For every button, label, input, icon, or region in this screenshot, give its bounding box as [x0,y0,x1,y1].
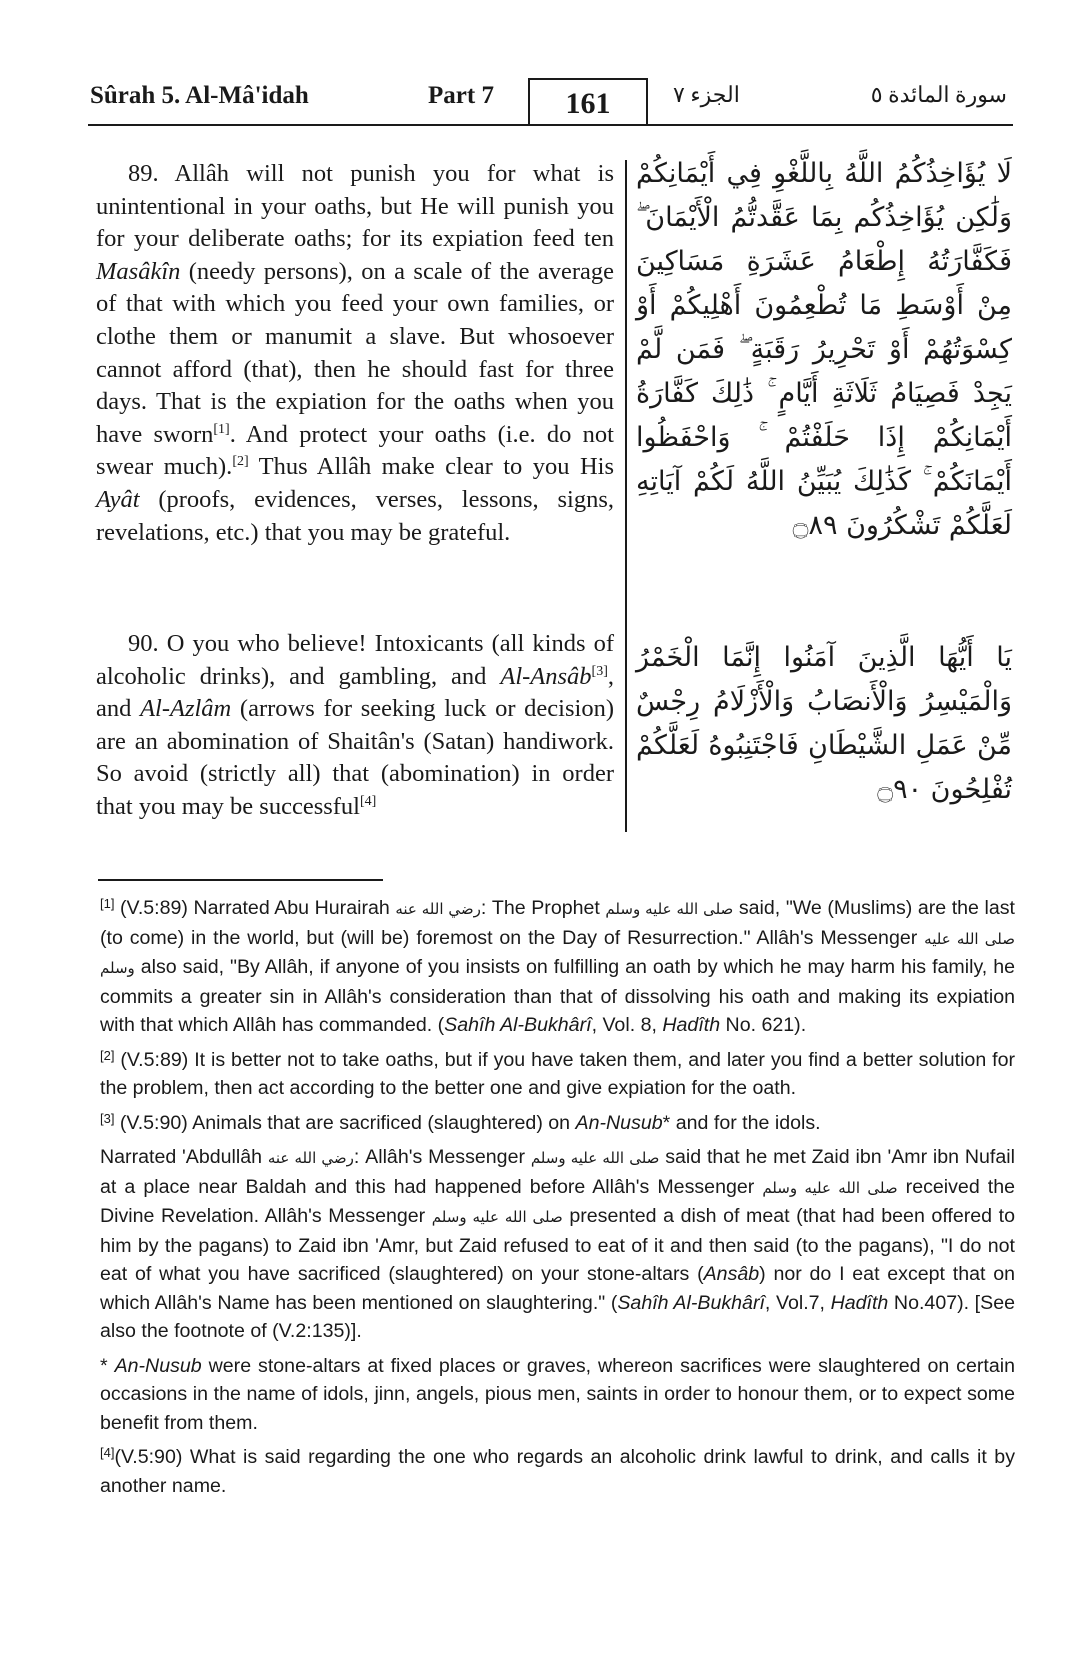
footnote-ref: [1] [213,421,230,437]
page-header [88,74,1013,130]
footnotes [100,894,1015,1500]
footnote-ref: [2] [232,454,249,470]
column-divider [625,160,627,832]
surah-label: Sûrah 5. Al-Mâ'idah [90,82,309,109]
verse-number: 89 [128,160,153,187]
footnote-3: [3] (V.5:90) Animals that are sacrificed (slaughtered) on An-Nusub* and for the idols. [100,1110,821,1134]
arabic-part-label: الجزء ٧ [673,82,740,107]
footnote-ref: [4] [360,793,377,809]
footnote-rule [98,879,383,881]
part-label: Part 7 [428,82,494,109]
footnote-2: [2] (V.5:89) It is better not to take oaths, but if you have taken them, and later you find a better solution for the problem, then act according to the better one and give expiation for the oath. [100,1047,1015,1099]
page-number: 161 [528,78,648,125]
footnote-3-note: * An-Nusub were stone-altars at fixed places or graves, whereon sacrifices were slaughtered on certain occasions in the name of idols, jinn, angels, pious men, saints in order to honour them, or to expect some benefit from them. [100,1354,1015,1434]
verse-89-translation: 89. Allâh will not punish you for what is unintentional in your oaths, but He will punish you for your deliberate oaths; for its expiation feed ten Masâkîn (needy persons), on a scale of the average of that with which you feed your own families, or clothe them or manumit a slave. But whosoever cannot afford (that), then he should fast for three days. That is the expiation for the oaths when you have sworn[1]. And protect your oaths (i.e. do not swear much).[2] Thus Allâh make clear to you His Ayât (proofs, evidences, verses, lessons, signs, revelations, etc.) that you may be grateful. [96,160,614,546]
arabic-surah-label: سورة المائدة ٥ [870,82,1007,107]
verse-89-arabic: لَا يُؤَاخِذُكُمُ اللَّهُ بِاللَّغْوِ فِي أَيْمَانِكُمْ وَلَٰكِن يُؤَاخِذُكُم بِمَا عَقَّدتُّمُ الْأَيْمَانَ ۖ فَكَفَّارَتُهُ إِطْعَامُ عَشَرَةِ مَسَاكِينَ مِنْ أَوْسَطِ مَا تُطْعِمُونَ أَهْلِيكُمْ أَوْ كِسْوَتُهُمْ أَوْ تَحْرِيرُ رَقَبَةٍ ۖ فَمَن لَّمْ يَجِدْ فَصِيَامُ ثَلَاثَةِ أَيَّامٍ ۚ ذَٰلِكَ كَفَّارَةُ أَيْمَانِكُمْ إِذَا حَلَفْتُمْ ۚ وَاحْفَظُوا أَيْمَانَكُمْ ۚ كَذَٰلِكَ يُبَيِّنُ اللَّهُ لَكُمْ آيَاتِهِ لَعَلَّكُمْ تَشْكُرُونَ ۝٨٩ [636,158,1012,541]
verse-number: 90 [128,630,153,657]
footnote-1: [1] (V.5:89) Narrated Abu Hurairah رضي الله عنه: The Prophet صلى الله عليه وسلم said, "We (Muslims) are the last (to come) in the world, but (will be) foremost on the Day of Resurrection." Allâh's Messenger صلى الله عليه وسلم also said, "By Allâh, if anyone of you insists on fulfilling an oath by which he may harm his family, he commits a greater sin in Allâh's consideration than that of dissolving his oath and making its expiation with that which Allâh has commanded. (Sahîh Al-Bukhârî, Vol. 8, Hadîth No. 621). [100,896,1016,1036]
verse-90-translation: 90. O you who believe! Intoxicants (all kinds of alcoholic drinks), and gambling, and Al-Ansâb[3], and Al-Azlâm (arrows for seeking luck or decision) are an abomination of Shaitân's (Satan) handiwork. So avoid (strictly all) that (abomination) in order that you may be successful[4] [96,630,614,820]
footnote-3-narration: Narrated 'Abdullâh رضي الله عنه: Allâh's Messenger صلى الله عليه وسلم said that he met Zaid ibn 'Amr ibn Nufail at a place near Baldah and this had happened before Allâh's Messenger صلى الله عليه وسلم received the Divine Revelation. Allâh's Messenger صلى الله عليه وسلم presented a dish of meat (that had been offered to him by the pagans) to Zaid ibn 'Amr, but Zaid refused to eat of it and then said (to the pagans), "I do not eat of what you have sacrificed (slaughtered) on your stone-altars (Ansâb) nor do I eat except that on which Allâh's Name has been mentioned on slaughtering." (Sahîh Al-Bukhârî, Vol.7, Hadîth No.407). [See also the footnote of (V.2:135)]. [100,1146,1016,1342]
footnote-ref: [3] [591,663,608,679]
footnote-4: [4](V.5:90) What is said regarding the one who regards an alcoholic drink lawful to drink, and calls it by another name. [100,1445,1015,1497]
verse-90-arabic: يَا أَيُّهَا الَّذِينَ آمَنُوا إِنَّمَا الْخَمْرُ وَالْمَيْسِرُ وَالْأَنصَابُ وَالْأَزْلَامُ رِجْسٌ مِّنْ عَمَلِ الشَّيْطَانِ فَاجْتَنِبُوهُ لَعَلَّكُمْ تُفْلِحُونَ ۝٩٠ [636,642,1012,805]
header-rule [88,124,1013,126]
